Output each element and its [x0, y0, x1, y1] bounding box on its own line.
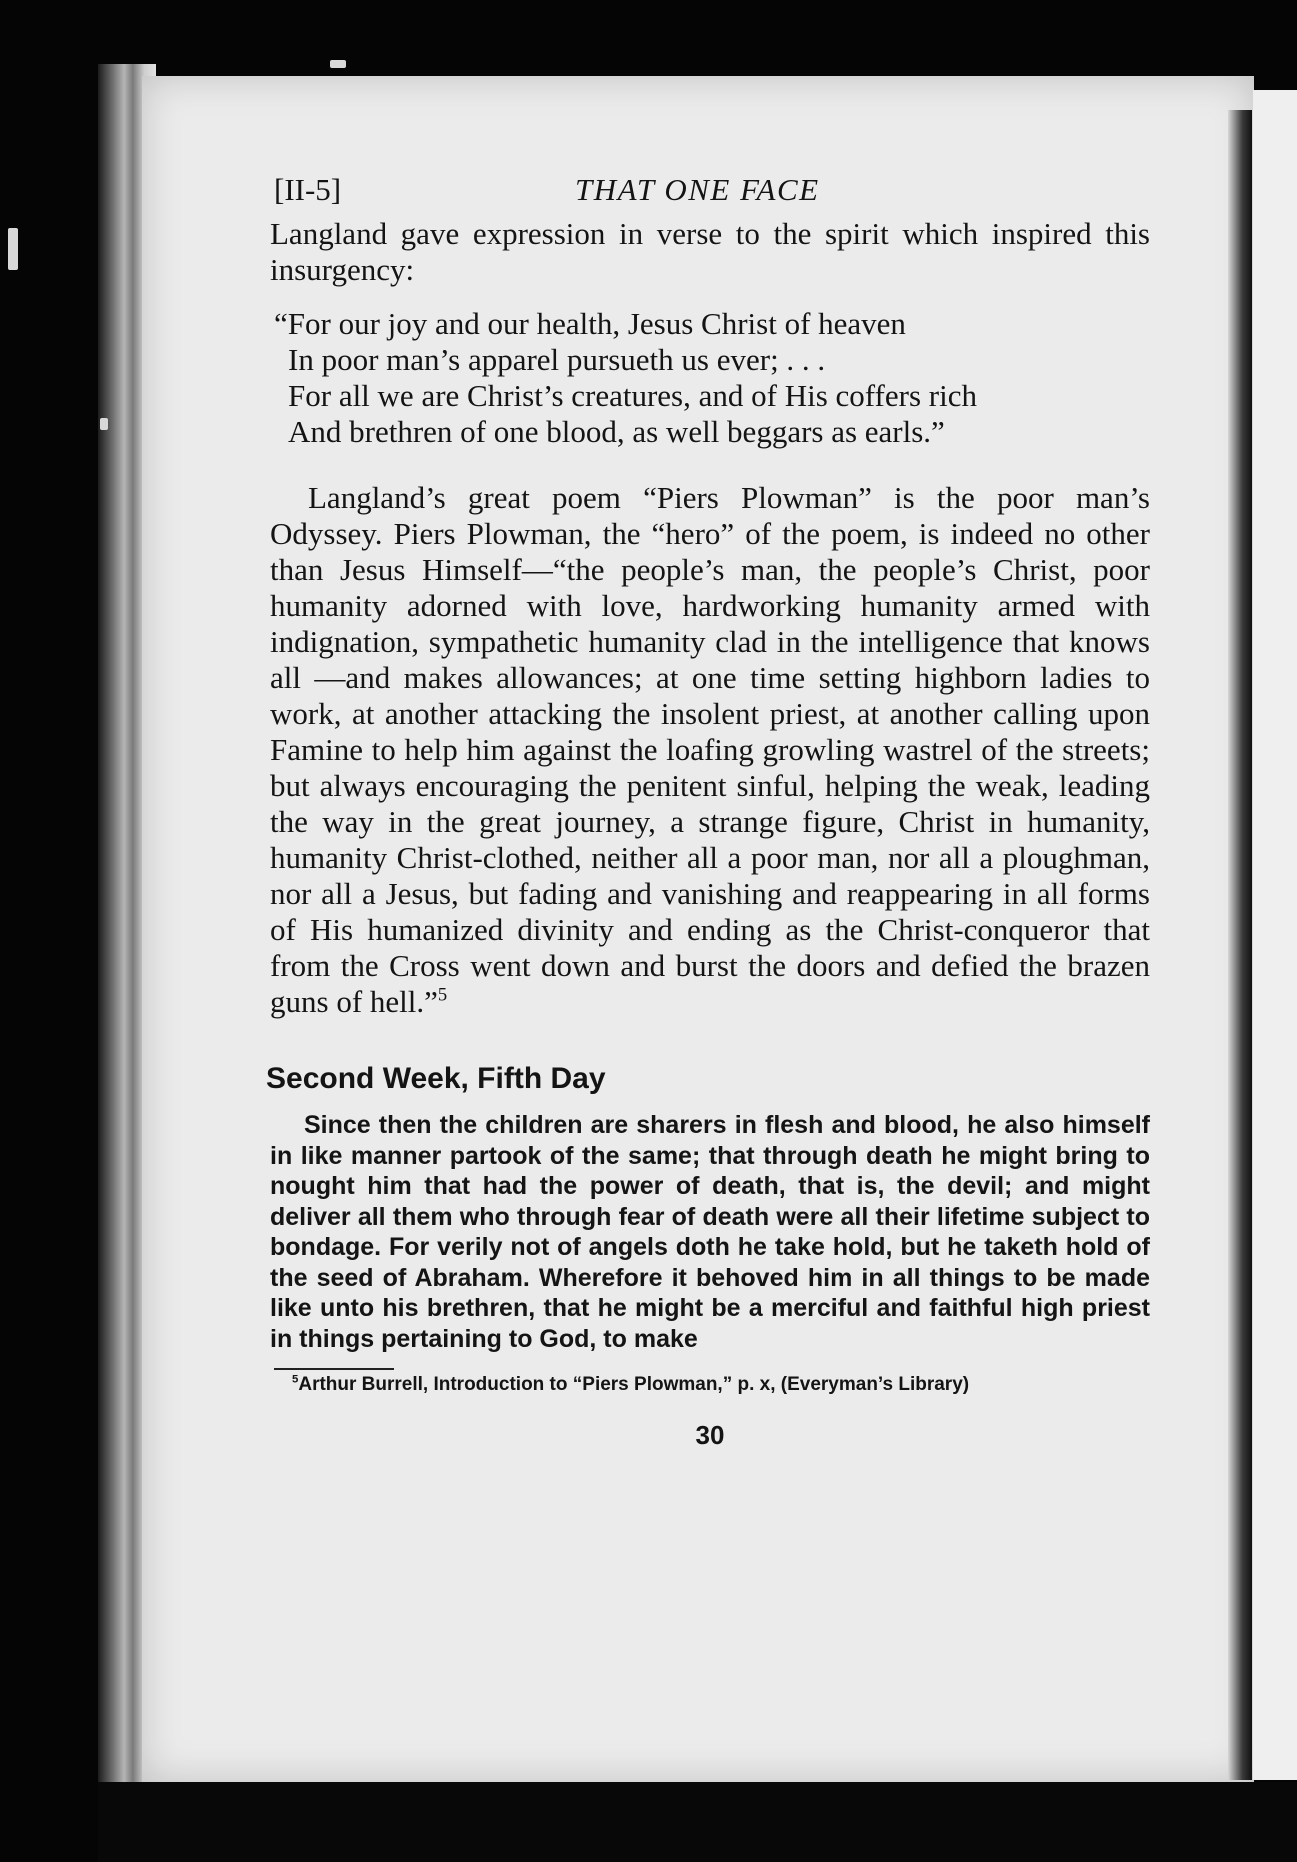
- facing-page-edge: [1228, 110, 1252, 1780]
- verse-line: “For our joy and our health, Jesus Christ of heaven: [274, 306, 906, 341]
- page-text-block: [266, 168, 1150, 1451]
- footnote-rule: [274, 1368, 394, 1370]
- verse-quotation: [274, 306, 1150, 450]
- page-number: 30: [695, 1420, 725, 1450]
- intro-paragraph: Langland gave expression in verse to the spirit which inspired this insurgency:: [270, 216, 1150, 287]
- verse-line: And brethren of one blood, as well beggars as earls.”: [288, 414, 945, 449]
- body-paragraph: [270, 480, 1150, 1020]
- section-heading: Second Week, Fifth Day: [266, 1062, 606, 1095]
- footnote-reference: 5: [437, 984, 448, 1006]
- footnote-marker: 5: [292, 1373, 299, 1386]
- body-paragraph-text: Langland’s great poem “Piers Plowman” is the poor man’s Odyssey. Piers Plowman, the “hero” of the poem, is indeed no other than Jesus Himself—“the people’s man, the people’s Christ, poor humanity adorned with love, hardworking humanity armed with indignation, sympathetic humanity clad in the intelligence that knows all —and makes allowances; at one time setting highborn ladies to work, at another attacking the insolent priest, at another calling upon Famine to help him against the loafing growling wastrel of the streets; but always encouraging the penitent sinful, helping the weak, leading the way in the great journey, a strange figure, Christ in humanity, humanity Christ-clothed, neither all a poor man, nor all a ploughman, nor all a Jesus, but fading and vanishing and reappearing in all forms of His humanized divinity and ending as the Christ-conqueror that from the Cross went down and burst the doors and defied the brazen guns of hell.”: [270, 480, 1150, 1019]
- running-title: THAT ONE FACE: [575, 172, 820, 207]
- verse-line: In poor man’s apparel pursueth us ever; . . .: [288, 342, 826, 377]
- running-header: [270, 168, 1150, 216]
- verse-line: For all we are Christ’s creatures, and of His coffers rich: [288, 378, 977, 413]
- footnote-text: Arthur Burrell, Introduction to “Piers Plowman,” p. x, (Everyman’s Library): [298, 1374, 970, 1395]
- footnote: [270, 1374, 1150, 1396]
- scripture-paragraph: Since then the children are sharers in flesh and blood, he also himself in like manner partook of the same; that through death he might bring to nought him that had the power of death, that is, the devil; and might deliver all them who through fear of death were all their lifetime subject to bondage. For verily not of angels doth he take hold, but he taketh hold of the seed of Abraham. Wherefore it behoved him in all things to be made like unto his brethren, that he might be a merciful and faithful high priest in things pertaining to God, to make: [270, 1111, 1150, 1353]
- facing-page-strip: [1253, 90, 1297, 1780]
- scan-bottom-border: [98, 1782, 1297, 1862]
- chapter-page-label: [II-5]: [274, 172, 342, 207]
